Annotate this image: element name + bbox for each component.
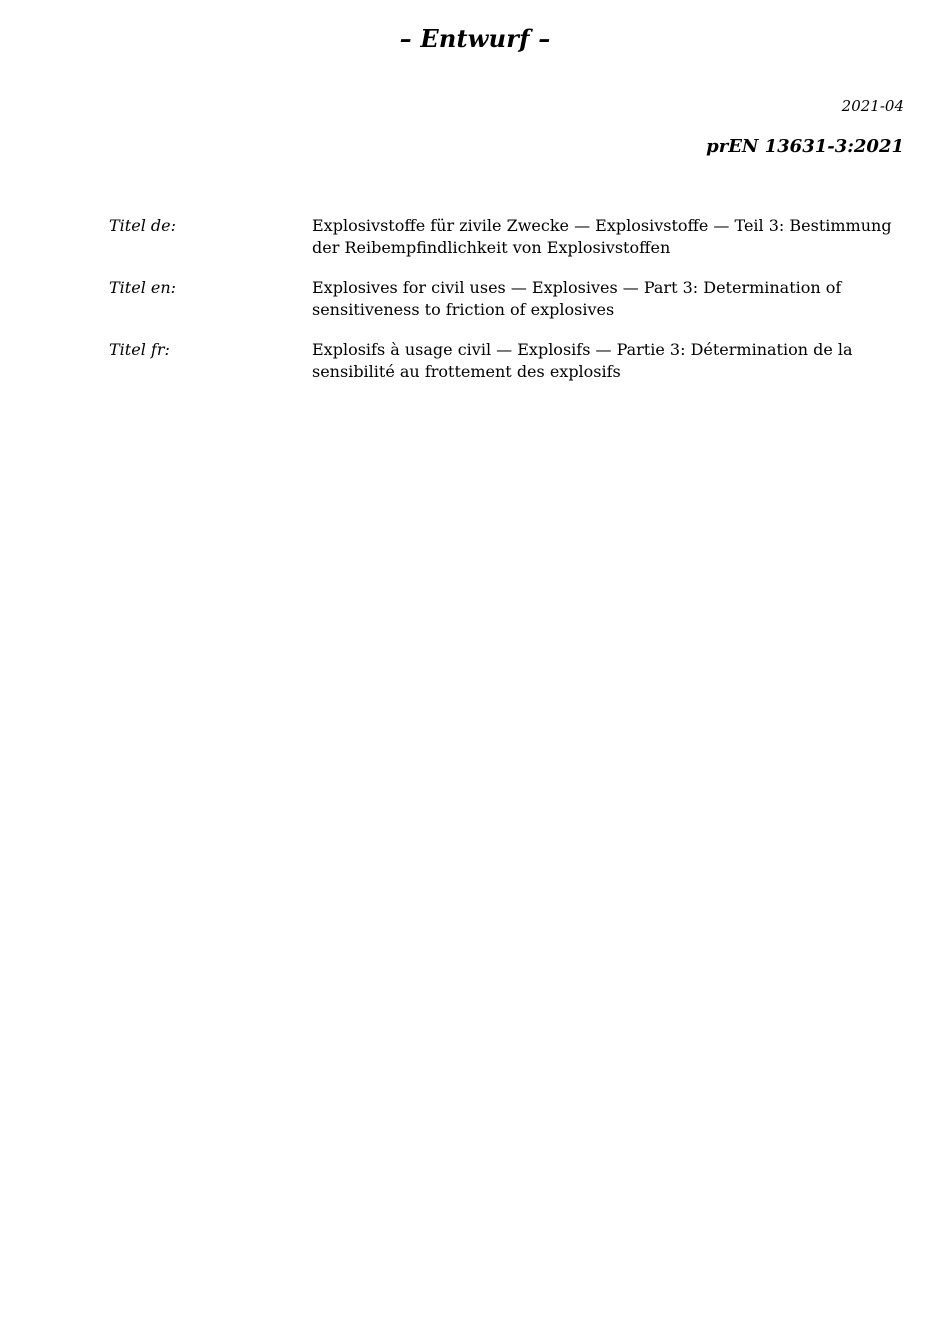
title-label-de: Titel de: (109, 216, 176, 235)
title-label-fr: Titel fr: (109, 340, 170, 359)
title-row-en (109, 277, 909, 321)
title-text-fr: Explosifs à usage civil — Explosifs — Partie 3: Détermination de la sensibilité au frottement des explosifs (312, 340, 853, 381)
draft-watermark-heading: – Entwurf – (399, 24, 551, 53)
document-number: prEN 13631-3:2021 (706, 136, 904, 157)
document-date: 2021-04 (841, 97, 904, 115)
title-text-en: Explosives for civil uses — Explosives — Part 3: Determination of sensitiveness to friction of explosives (312, 278, 842, 319)
title-row-fr (109, 339, 909, 383)
title-text-de: Explosivstoffe für zivile Zwecke — Explosivstoffe — Teil 3: Bestimmung der Reibempfindlichkeit von Explosivstoffen (312, 216, 892, 257)
titles-table (109, 215, 909, 401)
title-label-en: Titel en: (109, 278, 177, 297)
title-row-de (109, 215, 909, 259)
